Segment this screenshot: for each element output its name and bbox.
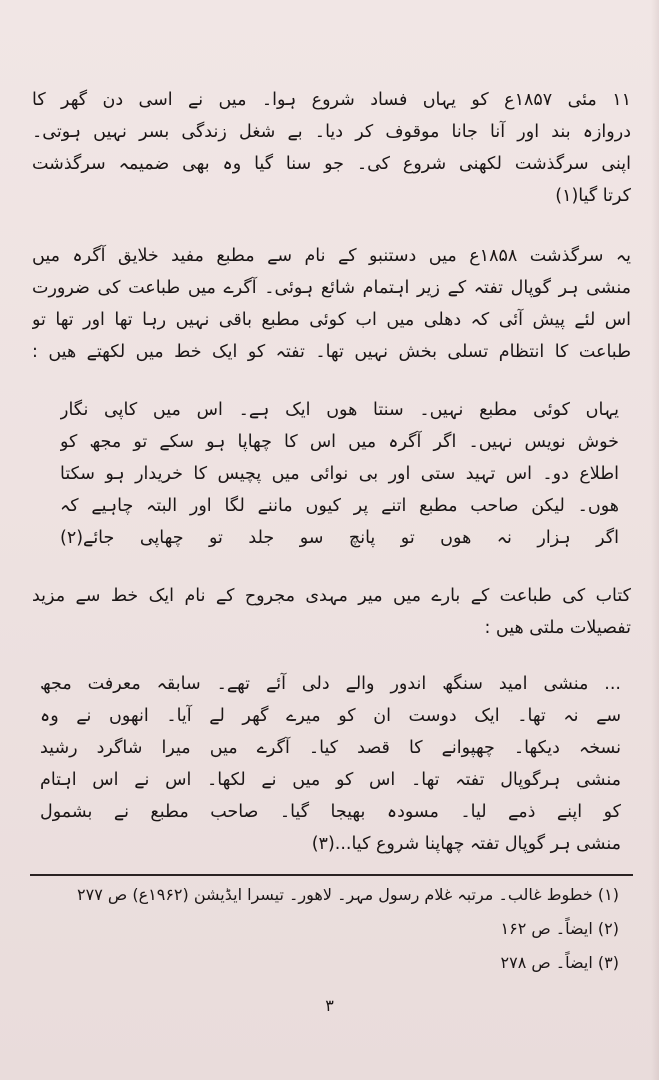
text-line: اطلاع دو۔ اس تہید ستی اور بی نوائی میں پچیس کا خریدار ہو سکتا <box>60 464 619 484</box>
text-line: یہاں کوئی مطبع نہیں۔ سنتا ھوں ایک ہے۔ اس میں کاپی نگار <box>60 400 619 420</box>
text-line: دروازہ بند اور آنا جانا موقوف کر دیا۔ بے شغل زندگی بسر نہیں ہوتی۔ <box>32 122 631 142</box>
text-line: طباعت کا انتظام تسلی بخش نہیں تھا۔ تفتہ کو ایک خط میں لکھتے ھیں : <box>32 342 631 362</box>
text-line: تفصیلات ملتی ھیں : <box>484 618 631 638</box>
text-line: کو اپنے ذمے لیا۔ مسودہ بھیجا گیا۔ صاحب مطبع نے بشمول <box>40 802 621 822</box>
footnote-3: (۳) ایضاً۔ ص ۲۷۸ <box>500 953 619 972</box>
text-line: نسخہ دیکھا۔ چھپوانے کا قصد کیا۔ آگرے میں میرا شاگرد رشید <box>40 738 621 758</box>
footnote-divider <box>30 874 633 876</box>
footnote-2: (۲) ایضاً۔ ص ۱۶۲ <box>500 919 619 938</box>
page-number: ۳ <box>325 996 334 1015</box>
quote-block-1 <box>60 394 619 554</box>
text-line: منشی ہر گوپال تفتہ کے زیر اہتمام شائع ہوئی۔ آگرے میں طباعت کی ضرورت <box>32 278 631 298</box>
text-line: ھوں۔ لیکن صاحب مطبع اتنے پر کیوں ماننے لگا اور البتہ چاہیے کہ <box>60 496 619 516</box>
text-line: خوش نویس نہیں۔ اگر آگرہ میں اس کا چھاپا ہو سکے تو مجھ کو <box>60 432 619 452</box>
text-line: اگر ہزار نہ ھوں تو پانچ سو جلد تو چھاپی جائے(۲) <box>60 528 619 548</box>
text-line: یہ سرگذشت ۱۸۵۸ع میں دستنبو کے نام سے مطبع مفید خلایق آگرہ میں <box>32 246 631 266</box>
text-line: ۱۱ مئی ۱۸۵۷ع کو یہاں فساد شروع ہوا۔ میں نے اسی دن گھر کا <box>32 90 631 110</box>
text-line: اس لئے پیش آئی کہ دھلی میں اب کوئی مطبع باقی نہیں رہا تھا اور تھا تو <box>32 310 631 330</box>
quote-block-2 <box>40 668 621 860</box>
paragraph-3 <box>32 580 631 644</box>
paragraph-1 <box>32 84 631 212</box>
paragraph-2 <box>32 240 631 368</box>
text-line: ... منشی امید سنگھ اندور والے دلی آئے تھے۔ سابقہ معرفت مجھ <box>40 674 621 694</box>
text-line: اپنی سرگذشت لکھنی شروع کی۔ جو سنا گیا وہ بھی ضمیمہ سرگذشت <box>32 154 631 174</box>
text-line: کتاب کی طباعت کے بارے میں میر مہدی مجروح کے نام ایک خط سے مزید <box>32 586 631 606</box>
text-line: سے نہ تھا۔ ایک دوست ان کو میرے گھر لے آیا۔ انھوں نے وہ <box>40 706 621 726</box>
text-line: منشی ہر گوپال تفتہ چھاپنا شروع کیا...(۳) <box>311 834 621 854</box>
text-line: کرتا گیا(۱) <box>555 186 631 206</box>
footnotes <box>36 878 619 980</box>
footnote-1: (۱) خطوط غالب۔ مرتبہ غلام رسول مہر۔ لاھور۔ تیسرا ایڈیشن (۱۹۶۲ع) ص ۲۷۷ <box>77 885 619 904</box>
text-line: منشی ہرگوپال تفتہ تھا۔ اس کو میں نے لکھا۔ اس نے اس اہتام <box>40 770 621 790</box>
